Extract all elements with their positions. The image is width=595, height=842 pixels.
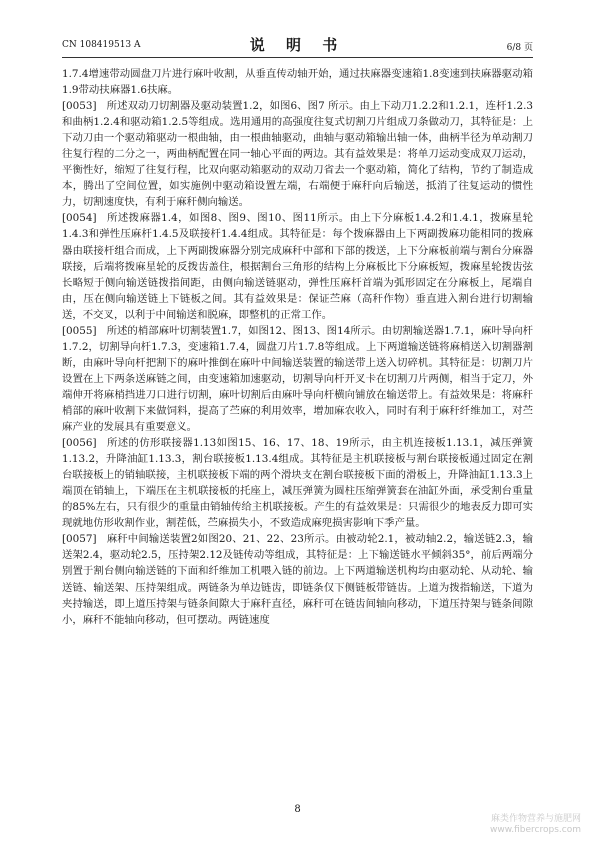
paragraph-text: 麻秆中间输送装置2如图20、21、22、23所示。由被动轮2.1，被动轴2.2，输送链2.3，输送架2.4，驱动轮2.5，压持架2.12及链传动等组成，其特征是：上下输送链水平倾斜35°，前后两端分别置于割台侧向输送链的下面和纤维加工机喂入链的前边。上下两道输送机构均由驱动轮、从动轮、输送链、输送架、压持架组成。两链条为单边链齿，即链条仅下侧链板带链齿。上道为拨指输送，下道为夹持输送，即上道压持架与链条间隙大于麻秆直径，麻秆可在链齿间轴向移动，下道压持架与链条间隙小，麻秆不能轴向移动，但可摆动。两链速度 [62,533,533,626]
paragraph-continuation [62,66,533,98]
watermark [461,814,581,836]
paragraph-number: [0056] [62,437,97,450]
document-title: 说 明 书 [249,36,346,54]
page-header [62,34,533,56]
paragraph-0054 [62,210,533,322]
watermark-url: www.fibercrops.com [490,825,581,835]
paragraph-0057 [62,531,533,627]
paragraph-number: [0054] [62,212,97,225]
page-indicator: 6/8 页 [506,43,533,53]
paragraph-0056 [62,435,533,531]
paragraph-number: [0057] [62,533,97,546]
header-rule [62,57,533,58]
paragraph-text: 所述拨麻器1.4，如图8、图9、图10、图11所示。由上下分麻板1.4.2和1.4.1，拨麻星轮1.4.3和弹性压麻杆1.4.5及联接杆1.4.4组成。其特征是：每个拨麻器由上下两副拨麻功能相同的拨麻器由联接杆组合而成，上下两副拨麻器分别完成麻秆中部和下部的拨送，上下分麻板前端与割台分麻器联接，后端将拨麻星轮的反拨齿盖住，根据割台三角形的结构上分麻板比下分麻板短，拨麻星轮拨齿弦长略短于侧向输送链拨指间距，由侧向输送链驱动，弹性压麻杆首端为弧形固定在分麻板上，尾端自由，压在侧向输送链上下链板之间。其有益效果是：保证苎麻（高秆作物）垂直进入割台进行切割输送，不交叉，以利于中间输送和脱麻，即整机的正常工作。 [62,212,533,321]
paragraph-text: 1.7.4增速带动圆盘刀片进行麻叶收割，从垂直传动轴开始，通过扶麻器变速箱1.8变速到扶麻器驱动箱1.9带动扶麻器1.6扶麻。 [62,68,533,97]
paragraph-number: [0053] [62,100,97,113]
paragraph-0055 [62,323,533,435]
paragraph-text: 所述的梢部麻叶切割装置1.7，如图12、图13、图14所示。由切割输送器1.7.1，麻叶导向杆1.7.2，切割导向杆1.7.3，变速箱1.7.4，圆盘刀片1.7.8等组成。上下两道输送链将麻梢送入切割器割断，由麻叶导向杆把割下的麻叶推倒在麻叶中间输送装置的输送带上送入切碎机。其特征是：切割刀片设置在上下两条送麻链之间，由变速箱加速驱动，切割导向杆开叉卡在切割刀片两侧，相当于定刀，外端伸开将麻梢挡进刀口进行切割，麻叶切割后由麻叶导向杆横向铺放在输送带上。有益效果是：将麻秆梢部的麻叶收割下来做饲料，提高了苎麻的利用效率，增加麻农收入，同时有利于麻秆纤维加工，对苎麻产业的发展具有重要意义。 [62,324,533,434]
paragraph-0053 [62,98,533,210]
paragraph-number: [0055] [62,324,97,337]
publication-number: CN 108419513 A [62,40,141,50]
paragraph-text: 所述双动刀切割器及驱动装置1.2，如图6、图7 所示。由上下动刀1.2.2和1.2.1，连杆1.2.3和曲柄1.2.4和驱动箱1.2.5等组成。选用通用的高强度往复式切割刀片组成刀条做动刀，其特征是：上下动刀由一个驱动箱驱动一根曲轴，由一根曲轴驱动，曲轴与驱动箱输出轴一体，曲柄半径为单动割刀往复行程的二分之一，两曲柄配置在同一轴心平面的两边。其有益效果是：将单刀运动变成双刀运动，平衡性好，缩短了往复行程，比双向驱动箱驱动的双动刀省去一个驱动箱，简化了结构，节约了制造成本，腾出了空间位置，如实施例中驱动箱设置左端，右端便于麻秆向后输送，抵消了往复运动的惯性力，切割速度快，有利于麻秆侧向输送。 [62,100,533,209]
watermark-title: 麻类作物营养与施肥网 [490,814,581,824]
document-body [62,66,533,628]
page-number: 8 [294,804,301,815]
paragraph-text: 所述的仿形联接器1.13如图15、16、17、18、19所示，由主机连接板1.13.1，减压弹簧1.13.2，升降油缸1.13.3，割台联接板1.13.4组成。其特征是主机联接板与割台联接板通过固定在割台联接板上的销轴联接，主机联接板下端的两个滑块支在割台联接板下面的滑板上，升降油缸1.13.3上端顶在销轴上，下端压在主机联接板的托座上，减压弹簧为圆柱压缩弹簧套在油缸外面，承受割台重量的85%左右，只有很少的重量由销轴传给主机联接板。产生的有益效果是：只需很少的地表反力即可实现就地仿形收割作业，割茬低，苎麻损失小，不致造成麻兜损害影响下季产量。 [62,437,533,530]
